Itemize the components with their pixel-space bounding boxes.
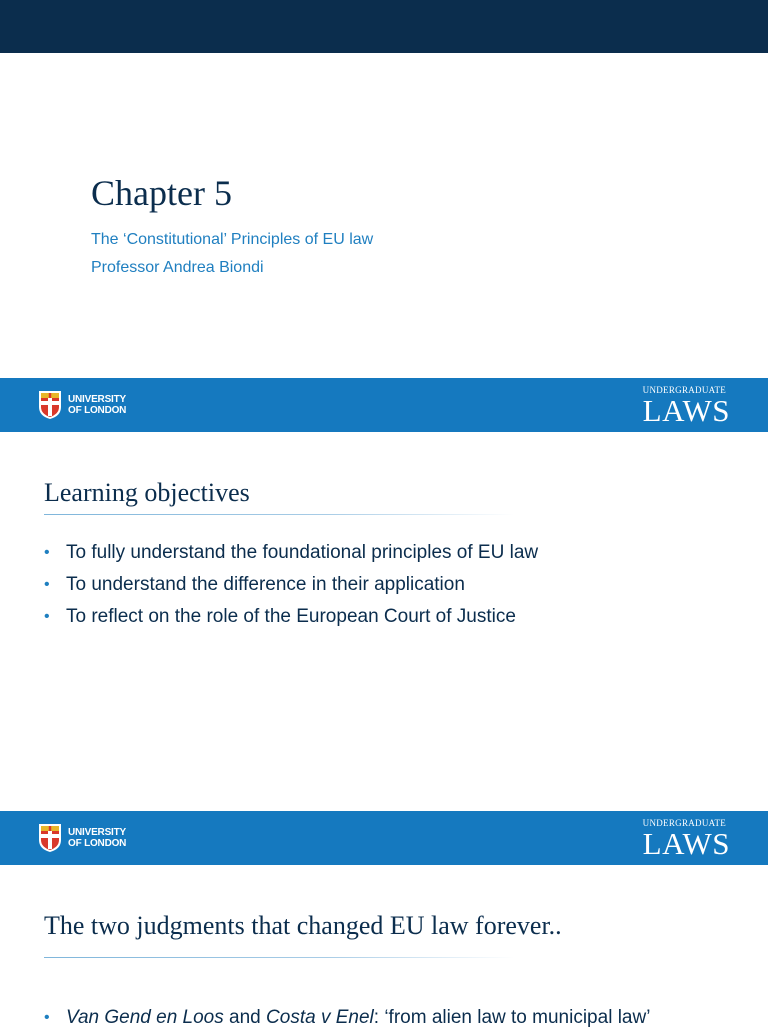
university-name-line1: UNIVERSITY: [68, 827, 127, 838]
chapter-title: Chapter 5: [91, 173, 232, 213]
university-name-line2: OF LONDON: [68, 838, 127, 849]
list-item: • To fully understand the foundational principles of EU law: [44, 537, 538, 569]
university-of-london-logo: [38, 389, 126, 421]
laws-logo-big: LAWS: [642, 826, 730, 861]
brand-band: [0, 811, 768, 865]
list-item: • To understand the difference in their application: [44, 569, 538, 601]
title-underline: [44, 957, 514, 958]
university-crest-icon: [38, 390, 62, 420]
top-bar: [0, 0, 768, 53]
list-item: • To reflect on the role of the European Court of Justice: [44, 601, 538, 633]
judgments-list: [44, 1002, 650, 1034]
objectives-list: [44, 537, 538, 633]
laws-logo-small: UNDERGRADUATE: [642, 385, 727, 395]
university-name-line1: UNIVERSITY: [68, 394, 127, 405]
list-item: • Van Gend en Loos and Costa v Enel: ‘from alien law to municipal law’: [44, 1002, 650, 1034]
chapter-author: Professor Andrea Biondi: [91, 259, 264, 276]
chapter-subtitle: The ‘Constitutional’ Principles of EU law: [91, 231, 374, 248]
judgments-title: The two judgments that changed EU law forever..: [44, 911, 562, 940]
university-crest-icon: [38, 823, 62, 853]
undergraduate-laws-logo: [643, 385, 730, 426]
laws-logo-small: UNDERGRADUATE: [642, 818, 727, 828]
university-of-london-logo: [38, 822, 126, 854]
laws-logo-big: LAWS: [642, 393, 730, 428]
title-underline: [44, 514, 514, 515]
case-name: Van Gend en Loos: [66, 1007, 224, 1028]
university-name-line2: OF LONDON: [68, 405, 127, 416]
bullet-dot: •: [44, 544, 50, 561]
bullet-dot: •: [44, 1009, 50, 1026]
undergraduate-laws-logo: [643, 818, 730, 859]
case-name: Costa v Enel: [266, 1007, 374, 1028]
bullet-dot: •: [44, 576, 50, 593]
bullet-dot: •: [44, 608, 50, 625]
brand-band: [0, 378, 768, 432]
learning-objectives-title: Learning objectives: [44, 478, 250, 507]
